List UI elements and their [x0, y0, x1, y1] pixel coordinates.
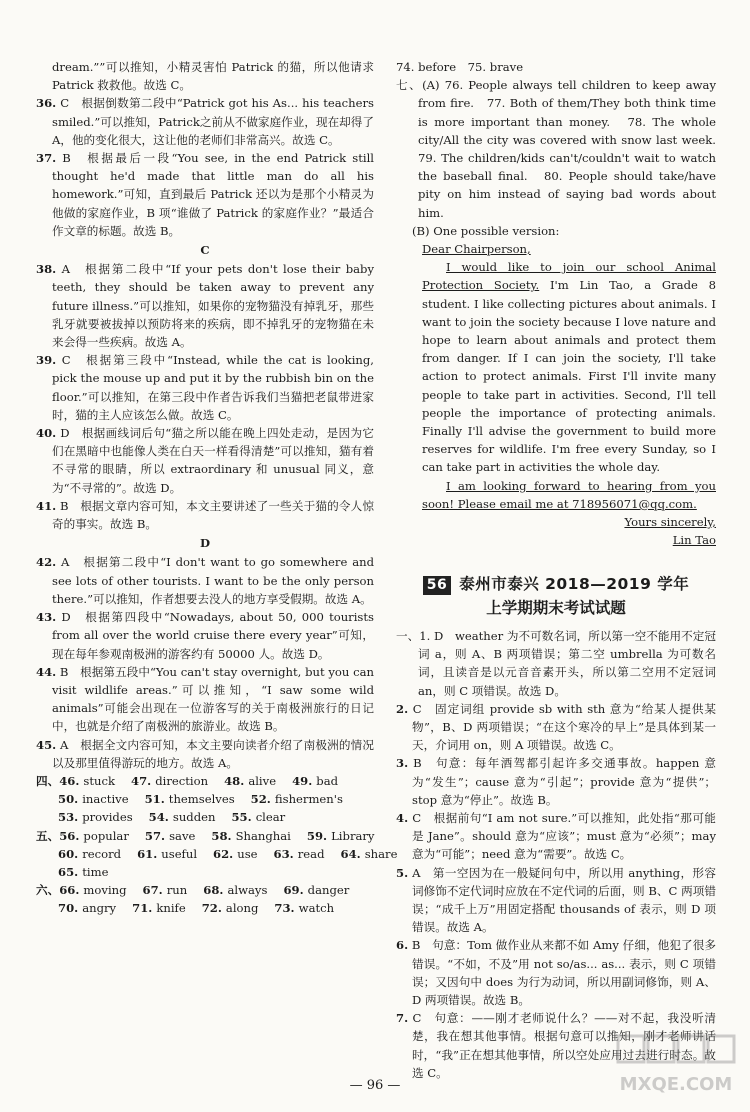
item-text: C 根据第三段中“Instead, while the cat is looking, pick the mouse up and put it by the rubbish bin on the floor.”可以推知，在第三段中作者告诉我们当猫把老鼠带进家时，猫的主人应该怎么做。故选 C。 [52, 353, 374, 422]
item-number: 54. [148, 810, 173, 825]
item-word: provides [82, 810, 133, 825]
item-number: 73. [274, 901, 299, 916]
svg-text:MXQE.COM: MXQE.COM [619, 1074, 733, 1095]
item-word: along [225, 901, 259, 916]
item-text: C 根据前句“I am not sure.”可以推知，此处指“那可能是 Jane”。should 意为“应该”；must 意为“必须”；may 意为“可能”；need 意为“需要”。故选 C。 [408, 810, 716, 862]
letter-body [396, 258, 716, 476]
item-word: read [297, 846, 325, 861]
answer-item [396, 627, 716, 700]
item-word: always [227, 883, 268, 898]
item-number: 43. [36, 610, 57, 625]
item-number: 59. [306, 828, 332, 843]
answer-row [36, 772, 374, 790]
letter-text: I'm Lin Tao, a Grade 8 student. I like collecting pictures about animals. I want to join the society because I love nature and hope to learn about animals and protect them from danger. If I can join the society, I'll take action to protect animals. First I'll invite many people to take part in activities. Second, I'll tell people the importance of protecting animals. Finally I'll advise the government to build more reserves for wildlife. I'm free every Sunday, so I can take part in activities the whole day. [422, 278, 716, 475]
item-word: share [364, 846, 398, 861]
answer-row [36, 863, 374, 881]
item-text: C 固定词组 provide sb with sth 意为“给某人提供某物”，B、D 两项错误；“在这个寒冷的早上”是具体到某一天，介词用 on，则 A 项错误。故选 C。 [408, 701, 716, 753]
section-prefix: 五、 [36, 828, 60, 843]
item-number: 5. [396, 865, 409, 880]
item-number: 3. [396, 756, 409, 771]
item-number: 66. [59, 883, 84, 898]
answer-item [36, 58, 374, 94]
item-word: record [82, 846, 122, 861]
item-number: 37. [36, 151, 57, 166]
answer-item [36, 424, 374, 497]
item-number: 6. [396, 938, 409, 953]
item-word: bad [316, 773, 339, 788]
item-word: Library [331, 828, 375, 843]
letter-name: Lin Tao [672, 533, 716, 548]
item-number: 56. [59, 828, 84, 843]
answer-item [36, 553, 374, 608]
right-column [396, 58, 728, 1082]
item-word: watch [298, 901, 335, 916]
item-word: direction [155, 773, 209, 788]
item-number: 51. [144, 792, 169, 807]
letter-closing-paragraph: I am looking forward to hearing from you soon! Please email me at 718956071@qq.com. [422, 478, 716, 511]
item-text: B 句意：Tom 做作业从来都不如 Amy 仔细，他犯了很多错误。“不如，不及”用 not so/as... as... 表示，则 C 项错误；又因句中 does 为行为动词，所以用副词修饰，则 A、D 两项错误。故选 B。 [408, 938, 716, 1007]
item-number: 42. [36, 555, 57, 570]
answer-item [36, 260, 374, 351]
item-number: 53. [58, 810, 83, 825]
item-number: 50. [58, 792, 83, 807]
item-word: moving [83, 883, 127, 898]
item-number: 62. [213, 846, 238, 861]
answer-item [36, 149, 374, 240]
item-number: 38. [36, 262, 57, 277]
letter-opening: I would like to join our school Animal Protection Society. [422, 260, 716, 293]
item-word: alive [248, 773, 277, 788]
item-text: B 根据第五段中“You can't stay overnight, but you can visit wildlife areas.”可以推知，“I saw some wild animals”可能会出现在一位游客写的关于南极洲旅行的日记中，也就是介绍了南极洲的旅游业。故选 B。 [52, 664, 374, 734]
item-number: 71. [132, 901, 157, 916]
item-text: B 句意：每年酒驾都引起许多交通事故。happen 意为“发生”；cause 意为“引起”；provide 意为“提供”；stop 意为“停止”。故选 B。 [408, 756, 716, 807]
item-number: 4. [396, 810, 409, 825]
item-text: D 根据第四段中“Nowadays, about 50, 000 tourists from all over the world cruise there every year”可知，现在每年参观南极洲的游客约有 50000 人。故选 D。 [52, 610, 374, 661]
page-number: — 96 — [349, 1078, 401, 1093]
answer-row [36, 845, 398, 863]
section-title [396, 575, 716, 616]
item-number: 64. [340, 846, 365, 861]
answer-item [396, 809, 716, 864]
answer-item [36, 608, 374, 663]
item-text: A 第一空因为在一般疑问句中，所以用 anything，形容词修饰不定代词时应放在不定代词的后面，则 B、C 两项错误；“成千上万”用固定搭配 thousands of 表示，则 D 项错误。故选 A。 [408, 865, 716, 935]
item-text: B 根据最后一段“You see, in the end Patrick still thought he'd made that little man do all his homework.”可知，直到最后 Patrick 还以为是那个小精灵为他做的家庭作业，B 项“谁做了 Patrick 的家庭作业？”最适合作文章的标题。故选 B。 [52, 151, 374, 238]
item-word: sudden [172, 810, 216, 825]
item-number: 49. [292, 773, 317, 788]
letter-salutation: Dear Chairperson, [422, 242, 531, 257]
item-number: 46. [59, 773, 84, 788]
item-number: 52. [250, 792, 275, 807]
item-number: 40. [36, 426, 57, 441]
item-text: A 根据第二段中“I don't want to go somewhere and see lots of other tourists. I want to be the only person there.”可以推知，作者想要去没人的地方享受假期。故选 A。 [52, 555, 374, 606]
item-number: 45. [36, 737, 57, 752]
item-word: useful [161, 846, 198, 861]
item-number: 48. [224, 773, 249, 788]
item-text: D 根据画线词后句“猫之所以能在晚上四处走动，是因为它们在黑暗中也能像人类在白天一样看得清楚”可以推知，猫有着不寻常的眼睛，所以 extraordinary 和 unusual 同义，意为“不寻常的”。故选 D。 [52, 426, 374, 495]
item-text: dream.””可以推知，小精灵害怕 Patrick 的猫，所以他请求 Patrick 救救他。故选 C。 [52, 60, 374, 93]
item-word: popular [83, 828, 129, 843]
section-prefix: 四、 [36, 773, 60, 788]
item-word: clear [255, 810, 286, 825]
answer-item [396, 864, 716, 937]
answer-item [36, 663, 374, 736]
answer-item [396, 936, 716, 1009]
section-title-line1: 泰州市泰兴 2018—2019 学年 [459, 575, 690, 594]
item-word: time [82, 864, 109, 879]
item-word: Shanghai [235, 828, 291, 843]
item-number: 44. [36, 664, 57, 679]
item-text: A 根据全文内容可知，本文主要向读者介绍了南极洲的情况以及那里值得游玩的地方。故选 A。 [52, 737, 374, 770]
watermark-logo-icon [616, 1032, 736, 1102]
section-number-badge: 56 [423, 576, 451, 594]
item-number: 7. [396, 1011, 409, 1026]
item-number: 67. [142, 883, 167, 898]
item-number: 63. [273, 846, 298, 861]
answer-item [36, 94, 374, 149]
item-word: use [237, 846, 258, 861]
item-number: 60. [58, 846, 83, 861]
item-number: 61. [137, 846, 162, 861]
item-number: 68. [203, 883, 228, 898]
item-number: 57. [144, 828, 170, 843]
item-text: C 根据倒数第二段中“Patrick got his As... his teachers smiled.”可以推知，Patrick之前从不做家庭作业，现在却得了A，他的变化很大，这让他的老师们非常高兴。故选 C。 [52, 96, 374, 147]
item-word: save [169, 828, 196, 843]
item-text: 74. before 75. brave [396, 60, 524, 74]
answer-row [36, 899, 374, 917]
item-text: 一、1. D weather 为不可数名词，所以第一空不能用不定冠词 a，则 A、B 两项错误；第二空 umbrella 为可数名词，且读音是以元音音素开头，所以第二空用不定冠词 an，则 C 项错误。故选 D。 [396, 628, 716, 698]
answer-item [396, 754, 716, 809]
answer-item [36, 497, 374, 533]
answer-item [396, 700, 716, 755]
item-text: C [200, 243, 210, 258]
item-text: A 根据第二段中“If your pets don't lose their baby teeth, they should be taken away to prevent any future illness.”可以推知，如果你的宠物猫没有掉乳牙，那些乳牙就要被拔掉以预防将来的疾病，即不掉乳牙的宠物猫在未来会得一些疾病。故选 A。 [52, 262, 374, 350]
answer-row [36, 808, 374, 826]
item-text: (B) One possible version: [412, 223, 560, 238]
answer-row [36, 881, 374, 899]
item-word: stuck [83, 773, 116, 788]
item-text: C 句意：——刚才老师说什么？——对不起，我没听清楚，我在想其他事情。根据句意可以推知，刚才老师讲话时，“我”正在想其他事情，所以空处应用过去进行时态。故选 C。 [408, 1011, 716, 1080]
item-number: 65. [58, 864, 83, 879]
item-word: inactive [82, 792, 129, 807]
item-text: B 根据文章内容可知，本文主要讲述了一些关于猫的令人惊奇的事实。故选 B。 [52, 498, 374, 532]
passage-letter [36, 534, 374, 552]
item-number: 58. [211, 828, 236, 843]
item-number: 55. [231, 810, 256, 825]
section-title-line2: 上学期期末考试试题 [486, 598, 626, 617]
passage-letter [36, 241, 374, 259]
item-number: 39. [36, 353, 57, 368]
left-column [36, 58, 398, 918]
item-word: themselves [168, 792, 235, 807]
item-word: danger [307, 883, 350, 898]
answer-row [36, 790, 374, 808]
item-text: 七、(A) 76. People always tell children to keep away from fire. 77. Both of them/They both think time is more important than money. 78. The whole city/All the city was covered with snow last week. 79. The children/kids can't/couldn't wait to watch the baseball final. 80. People should take/have pity on him instead of saying bad words about him. [396, 78, 728, 220]
item-word: angry [82, 901, 117, 916]
item-number: 47. [131, 773, 156, 788]
item-number: 69. [283, 883, 308, 898]
item-number: 2. [396, 701, 409, 716]
section-prefix: 六、 [36, 883, 60, 898]
item-word: fishermen's [274, 792, 343, 807]
item-number: 41. [36, 498, 57, 513]
item-text: D [199, 536, 211, 551]
item-number: 72. [201, 901, 226, 916]
answer-row [36, 827, 374, 845]
answer-item [396, 58, 716, 76]
answer-item [36, 736, 374, 772]
item-number: 36. [36, 96, 57, 111]
item-number: 70. [58, 901, 83, 916]
answer-item [396, 222, 716, 240]
letter-closing: Yours sincerely, [624, 515, 716, 530]
item-word: knife [156, 901, 186, 916]
item-word: run [166, 883, 188, 898]
answer-item [36, 351, 374, 424]
answer-item [396, 76, 728, 222]
